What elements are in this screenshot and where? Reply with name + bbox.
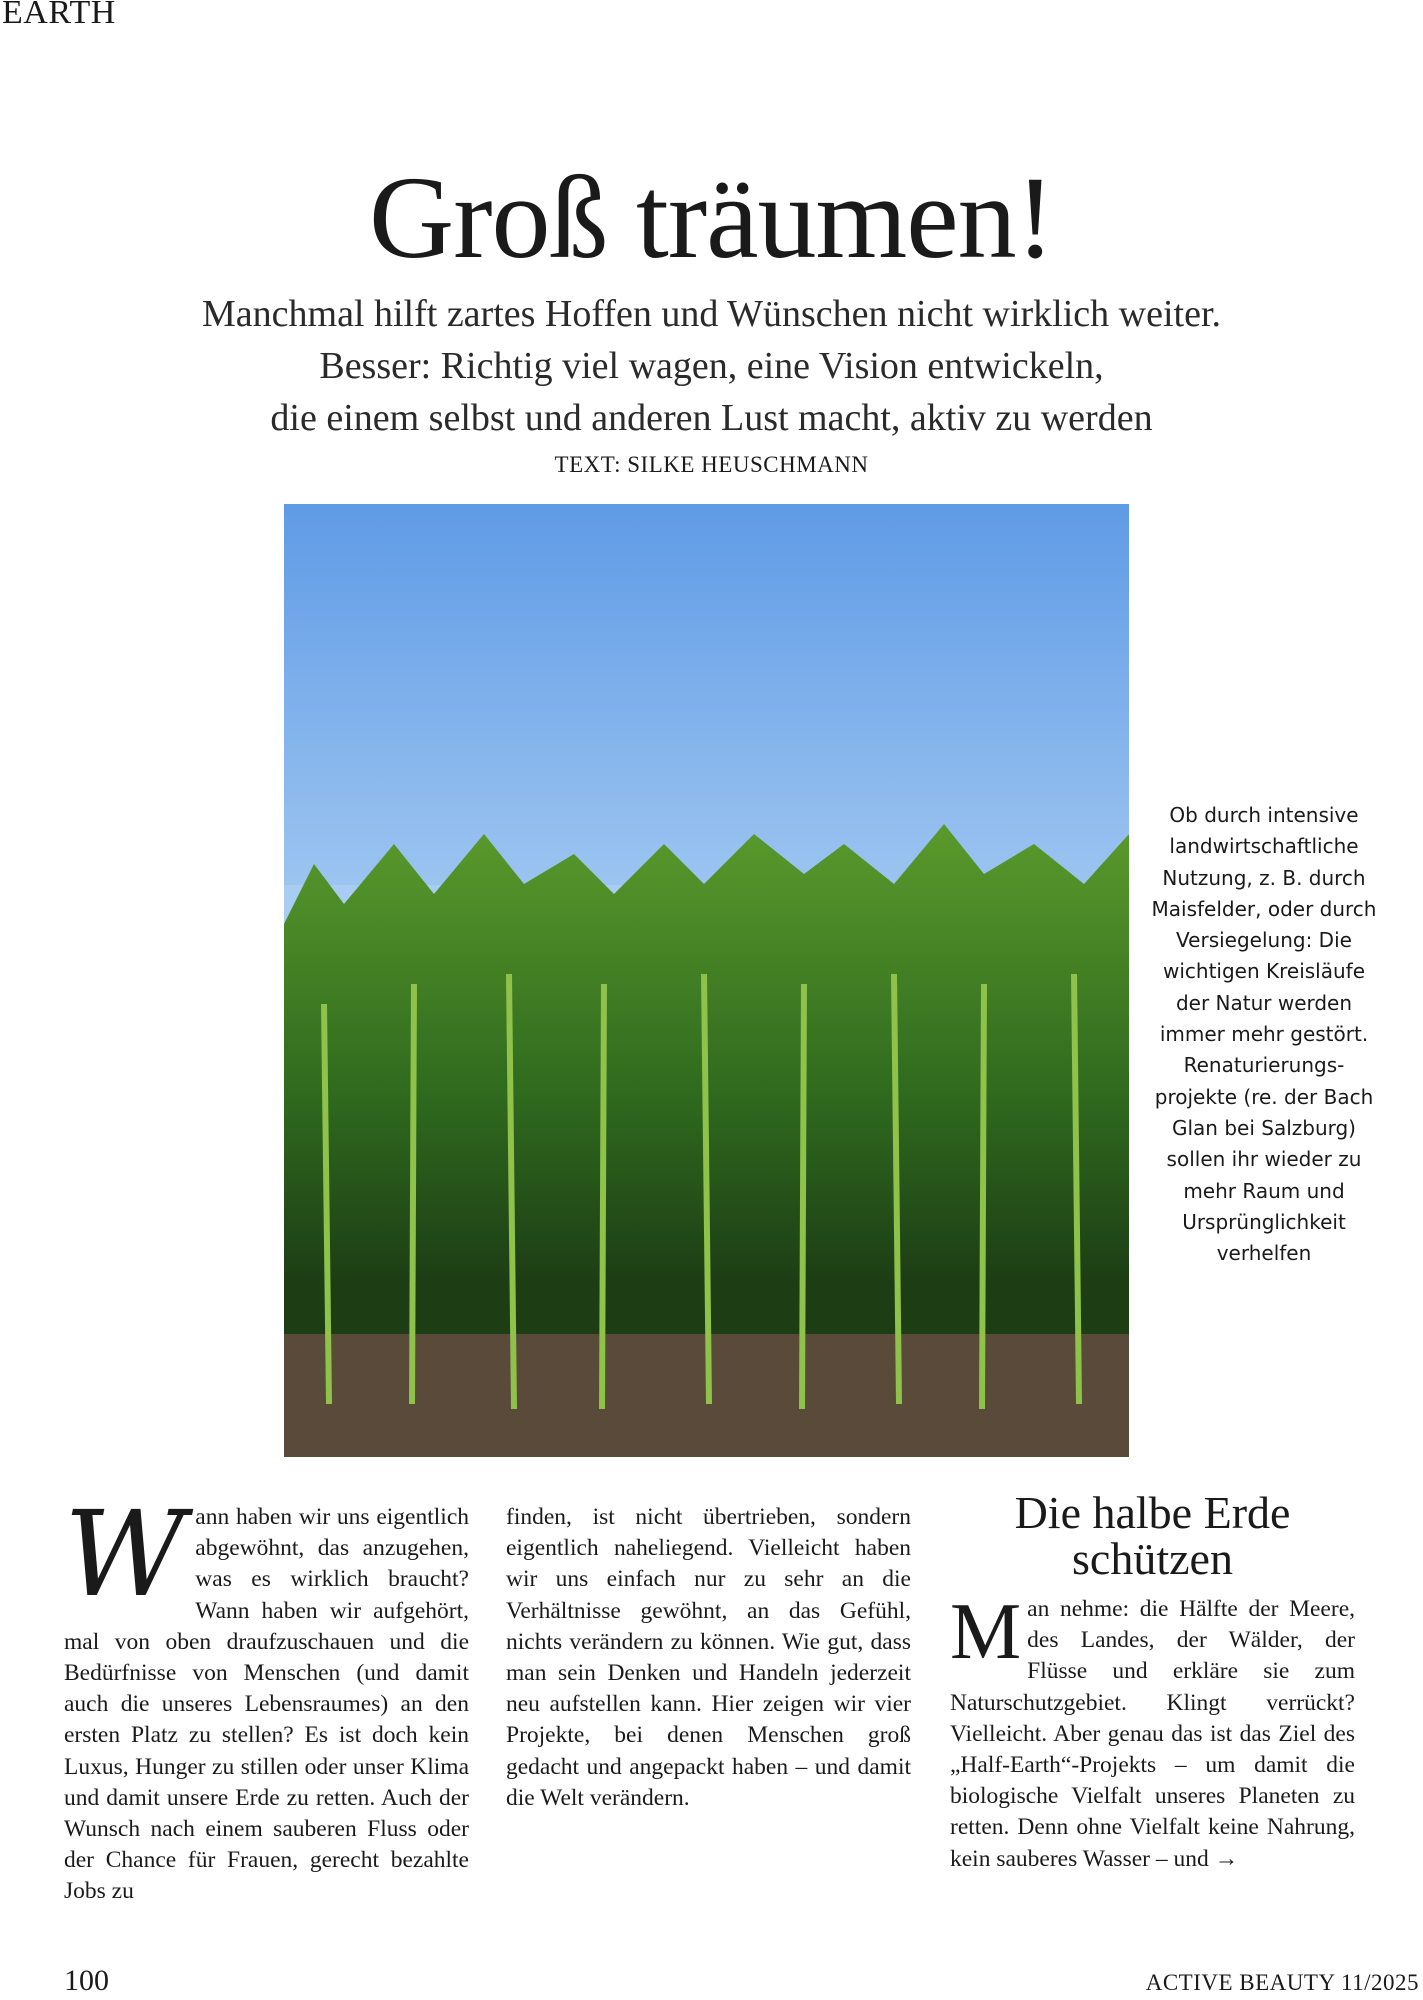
- drop-cap: M: [950, 1588, 1022, 1676]
- article-column-2: finden, ist nicht übertrieben, sondern eigentlich naheliegend. Vielleicht haben wir uns einfach nur zu sehr an die Verhältnisse gewöhnt, an das Gefühl, nichts verändern zu können. Wie gut, dass man sein Denken und Handeln jederzeit neu aufstellen kann. Hier zeigen wir vier Projekte, bei denen Menschen groß gedacht und angepackt haben – und damit die Welt verändern.: [506, 1504, 911, 1811]
- column-text: an nehme: die Hälfte der Meere, des Landes, der Wälder, der Flüsse und erkläre sie zum Naturschutzgebiet. Klingt verrückt? Vielleicht. Aber genau das ist das Ziel des „Half-Earth“-Projekts – um damit die biologische Vielfalt unseres Planeten zu retten. Denn ohne Vielfalt keine Nahrung, kein sauberes Wasser – und →: [950, 1596, 1355, 1872]
- cornfield-photo: [284, 504, 1129, 1457]
- column-text: ann haben wir uns eigentlich abgewöhnt, das anzugehen, was es wirklich braucht? Wann haben wir aufgehört, mal von oben draufzuschauen und die Bedürfnisse von Menschen (und damit auch die unseres Lebensraumes) an den ersten Platz zu stellen? Es ist doch kein Luxus, Hunger zu stillen oder unser Klima und damit unsere Erde zu retten. Auch der Wunsch nach einem sauberen Fluss oder der Chance für Frauen, gerecht bezahlte Jobs zu: [64, 1504, 469, 1905]
- magazine-issue: ACTIVE BEAUTY 11/2025: [1145, 1970, 1419, 1995]
- subtitle-line: Manchmal hilft zartes Hoffen und Wünschen nicht wirklich weiter.: [201, 293, 1222, 335]
- page-number: 100: [64, 1964, 109, 1997]
- drop-cap: W: [64, 1485, 186, 1623]
- page-title: Groß träumen!: [369, 152, 1054, 283]
- photo-caption: Ob durch intensive landwirtschaftliche Nutzung, z. B. durch Maisfelder, oder durch Versiegelung: Die wichtigen Kreisläufe der Natur werden immer mehr gestört. Renaturierungsprojekte (re. der Bach Glan bei Salzburg) sollen ihr wieder zu mehr Raum und Ursprünglichkeit verhelfen: [1151, 803, 1377, 1266]
- cornfield-illustration: [284, 504, 1129, 1457]
- subtitle-line: Besser: Richtig viel wagen, eine Vision entwickeln,: [319, 345, 1104, 387]
- article-column-1: [64, 1485, 469, 1908]
- section-heading: Die halbe Erde schützen: [1014, 1487, 1291, 1584]
- section-label: EARTH: [2, 0, 116, 31]
- subtitle: [0, 288, 1423, 444]
- byline: TEXT: SILKE HEUSCHMANN: [554, 452, 869, 477]
- subtitle-line: die einem selbst und anderen Lust macht, aktiv zu werden: [270, 397, 1153, 439]
- article-column-3: [950, 1588, 1355, 1875]
